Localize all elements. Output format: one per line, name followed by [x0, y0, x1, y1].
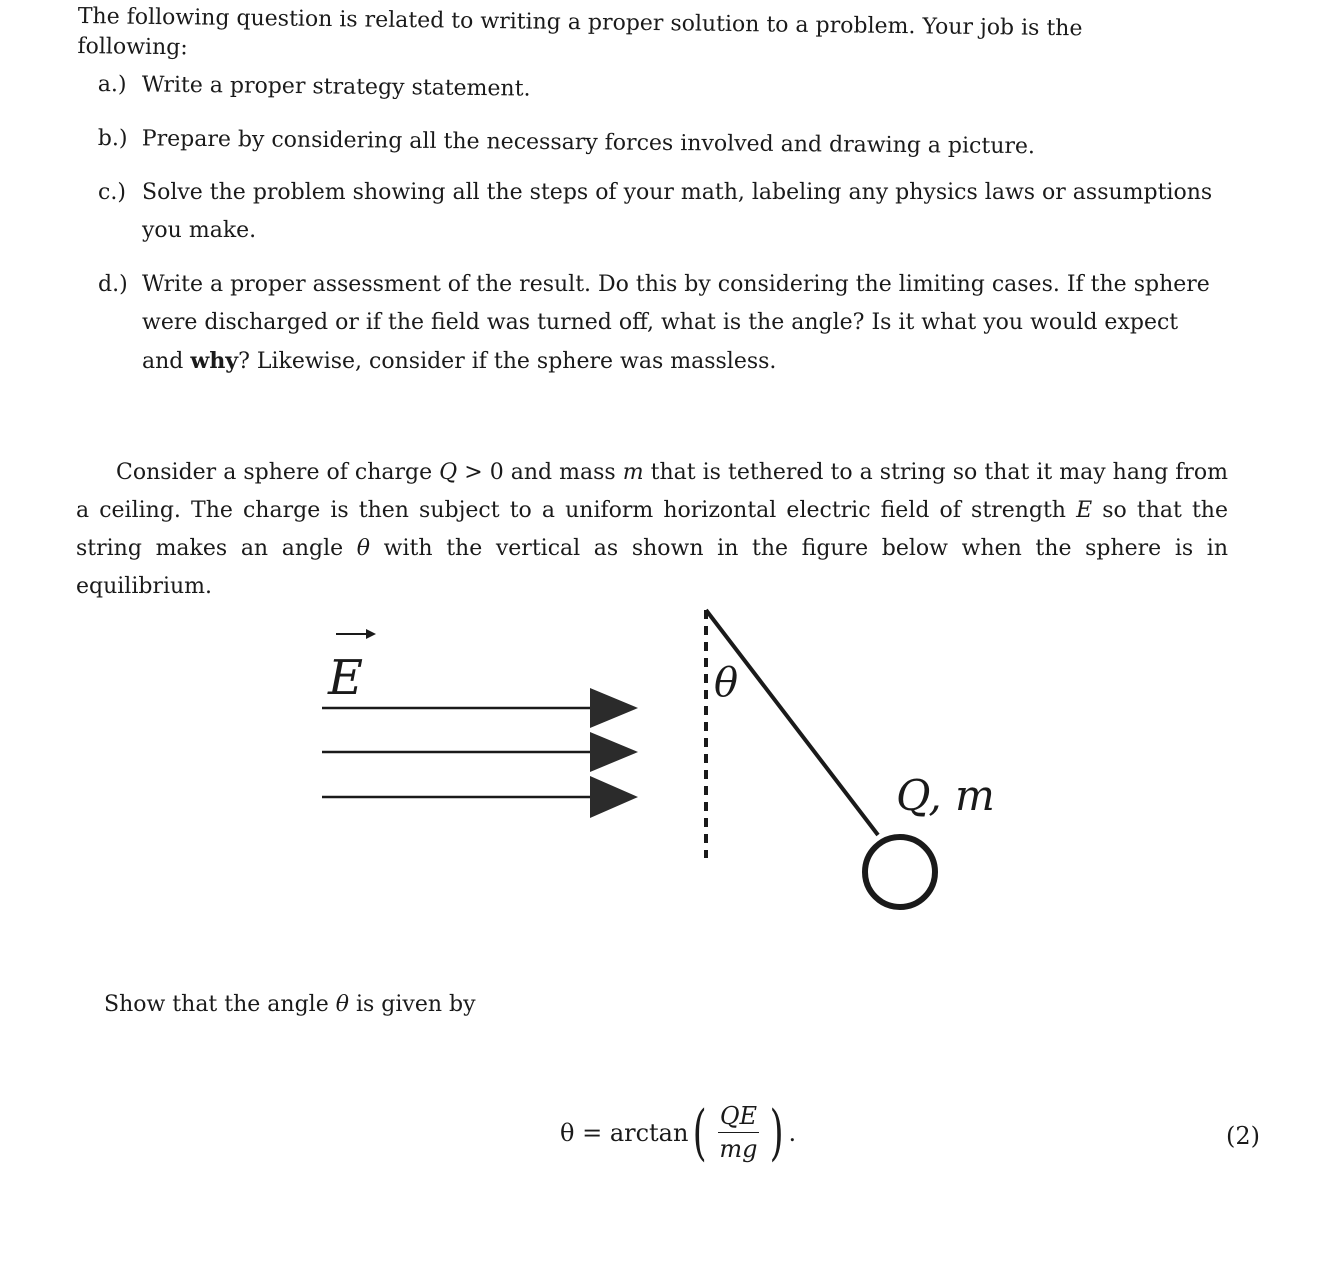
- pendulum-figure: [300, 600, 1060, 930]
- field-vector-arrow-icon: [336, 629, 376, 639]
- task-text: Write a proper strategy statement.: [141, 72, 531, 102]
- task-item: [98, 66, 1223, 116]
- task-text: Write a proper assessment of the result. Do this by considering the limiting cases. If the sphere were discharged or if the field was turned off, what is the angle? Is it what you would expect and: [142, 272, 1210, 374]
- fraction-numerator: QE: [718, 1102, 759, 1133]
- charge-symbol: Q: [439, 460, 458, 485]
- angle-label: θ: [714, 660, 739, 706]
- fraction-denominator: mg: [719, 1135, 758, 1163]
- task-marker: a.): [97, 71, 127, 98]
- angle-equation: [560, 1097, 797, 1168]
- para-text: > 0 and mass: [457, 460, 623, 485]
- show-text: Show that the angle: [104, 992, 336, 1017]
- field-arrowhead-icon: [590, 776, 638, 818]
- field-label: E: [328, 650, 364, 706]
- field-symbol: E: [1076, 498, 1093, 523]
- equation-number: (2): [1226, 1122, 1260, 1150]
- field-arrowhead-icon: [590, 688, 638, 728]
- task-list: [98, 66, 1223, 397]
- task-item: [98, 266, 1223, 381]
- mass-symbol: m: [622, 460, 644, 485]
- sphere-label: Q, m: [896, 771, 995, 820]
- para-text: Consider a sphere of charge: [116, 460, 440, 485]
- angle-symbol: θ: [356, 536, 371, 561]
- equation-lhs: θ = arctan: [560, 1118, 689, 1147]
- task-text: Solve the problem showing all the steps of your math, labeling any physics laws or assumptions you make.: [142, 180, 1213, 243]
- problem-paragraph: [76, 454, 1228, 606]
- para-text: with the vertical as shown in the figure below when the sphere is in equilibrium.: [76, 536, 1228, 599]
- task-item: [98, 120, 1223, 168]
- task-bold-word: why: [190, 348, 239, 374]
- charged-sphere: [865, 837, 935, 907]
- intro-text: The following question is related to writing a proper solution to a problem. Your job is the following:: [77, 3, 1083, 61]
- equation-fraction: [718, 1102, 759, 1163]
- task-marker: d.): [98, 272, 128, 297]
- task-text-end: ? Likewise, consider if the sphere was massless.: [238, 349, 777, 374]
- show-text: is given by: [348, 992, 476, 1017]
- show-statement: [104, 988, 476, 1022]
- pendulum-string: [706, 610, 878, 835]
- task-item: [98, 174, 1223, 250]
- angle-symbol: θ: [335, 992, 349, 1017]
- right-paren-icon: ): [769, 1097, 784, 1168]
- task-marker: c.): [98, 180, 126, 205]
- field-arrowhead-icon: [590, 732, 638, 772]
- task-marker: b.): [97, 125, 128, 152]
- left-paren-icon: (: [693, 1097, 708, 1168]
- para-text: that is tethered to a string so that it may hang from a ceiling. The charge is then subject to a uniform horizontal electric field of strength: [76, 460, 1228, 523]
- field-lines: [322, 688, 638, 818]
- equation-end: .: [788, 1118, 797, 1147]
- para-text: so that the string makes an angle: [76, 498, 1229, 561]
- task-text: Prepare by considering all the necessary forces involved and drawing a picture.: [141, 126, 1036, 160]
